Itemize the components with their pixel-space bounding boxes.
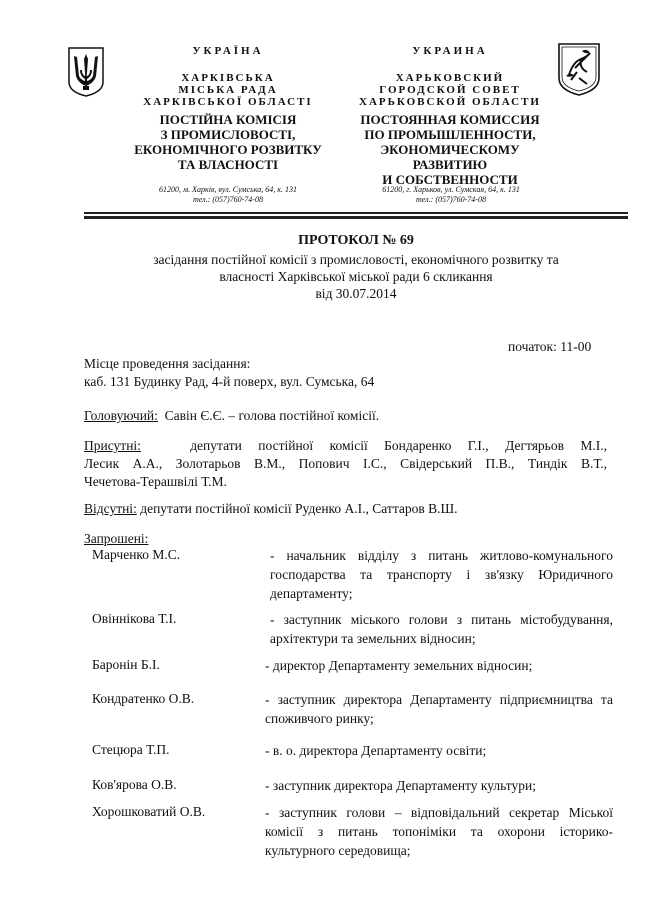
country-name-ua: УКРАЇНА	[192, 45, 264, 57]
absent-line	[84, 500, 458, 518]
venue-label: Місце проведення засідання:	[84, 356, 251, 371]
header-left	[123, 44, 333, 172]
present-line-3: Чечетова-Терашвілі Т.М.	[84, 474, 227, 489]
invited-role: - заступник директора Департаменту культури;	[265, 778, 536, 793]
invited-role: - в. о. директора Департаменту освіти;	[265, 743, 487, 758]
protocol-subtitle: засідання постійної комісії з промисловості, економічного розвитку та власності Харківської міської ради 6 скликання від 30.07.2014	[153, 252, 559, 301]
header-divider-thin	[84, 212, 628, 214]
present-line-1: Присутні: депутати постійної комісії Бондаренко Г.І., Дегтярьов М.І.,	[84, 438, 607, 453]
invited-label: Запрошені:	[84, 531, 149, 546]
committee-name-ua: ПОСТІЙНА КОМІСІЯ З ПРОМИСЛОВОСТІ, ЕКОНОМІЧНОГО РОЗВИТКУ ТА ВЛАСНОСТІ	[134, 112, 322, 172]
present-line-2: Лесик А.А., Золотарьов В.М., Попович І.С., Свідерський П.В., Тиндік В.Т.,	[84, 456, 607, 471]
start-time: початок: 11-00	[508, 339, 592, 354]
header-divider-thick	[84, 216, 628, 219]
absent-value: депутати постійної комісії Руденко А.І., Саттаров В.Ш.	[140, 501, 458, 516]
header-right	[345, 44, 555, 187]
chair-line	[84, 407, 379, 425]
council-name-ua: ХАРКІВСЬКА МІСЬКА РАДА ХАРКІВСЬКОЇ ОБЛАСТІ	[143, 72, 313, 108]
invited-name: Баронін Б.І.	[92, 657, 160, 672]
invited-name: Хорошковатий О.В.	[92, 804, 206, 819]
address-ru: 61200, г. Харьков, ул. Сумская, 64, к. 131 тел.: (057)760-74-08	[382, 185, 520, 204]
chair-value: Савін Є.Є. – голова постійної комісії.	[164, 408, 380, 423]
invited-name: Марченко М.С.	[92, 547, 181, 562]
kharkiv-coat-of-arms-icon	[557, 42, 601, 97]
invited-name: Стецюра Т.П.	[92, 742, 170, 757]
present-label: Присутні:	[84, 438, 141, 453]
invited-name: Кондратенко О.В.	[92, 691, 195, 706]
committee-name-ru: ПОСТОЯННАЯ КОМИССИЯ ПО ПРОМЫШЛЕННОСТИ, ЭКОНОМИЧЕСКОМУ РАЗВИТИЮ И СОБСТВЕННОСТИ	[360, 112, 540, 187]
invited-role: - заступник директора Департаменту підприємництва та споживчого ринку;	[265, 692, 613, 726]
invited-role: - директор Департаменту земельних відносин;	[265, 658, 533, 673]
absent-label: Відсутні:	[84, 501, 137, 516]
protocol-title-block	[84, 232, 628, 302]
council-name-ru: ХАРЬКОВСКИЙ ГОРОДСКОЙ СОВЕТ ХАРЬКОВСКОЙ ОБЛАСТИ	[359, 72, 541, 108]
invited-role: - заступник міського голови з питань містобудування, архітектури та земельних відносин;	[270, 612, 613, 646]
address-ua: 61200, м. Харків, вул. Сумська, 64, к. 131 тел.: (057)760-74-08	[159, 185, 297, 204]
venue-value: каб. 131 Будинку Рад, 4-й поверх, вул. Сумська, 64	[84, 374, 375, 389]
country-name-ru: УКРАИНА	[412, 45, 488, 57]
invited-role: - начальник відділу з питань житлово-комунального господарства та транспорту і зв'язку Юридичного департаменту;	[270, 548, 613, 601]
chair-label: Головуючий:	[84, 408, 158, 423]
protocol-heading: ПРОТОКОЛ № 69	[298, 233, 414, 248]
ukraine-trident-emblem-icon	[66, 46, 106, 98]
invited-name: Ков'ярова О.В.	[92, 777, 177, 792]
invited-name: Овіннікова Т.І.	[92, 611, 177, 626]
invited-role: - заступник голови – відповідальний секретар Міської комісії з питань топоніміки та охорони історико-культурного середовища;	[265, 805, 613, 858]
